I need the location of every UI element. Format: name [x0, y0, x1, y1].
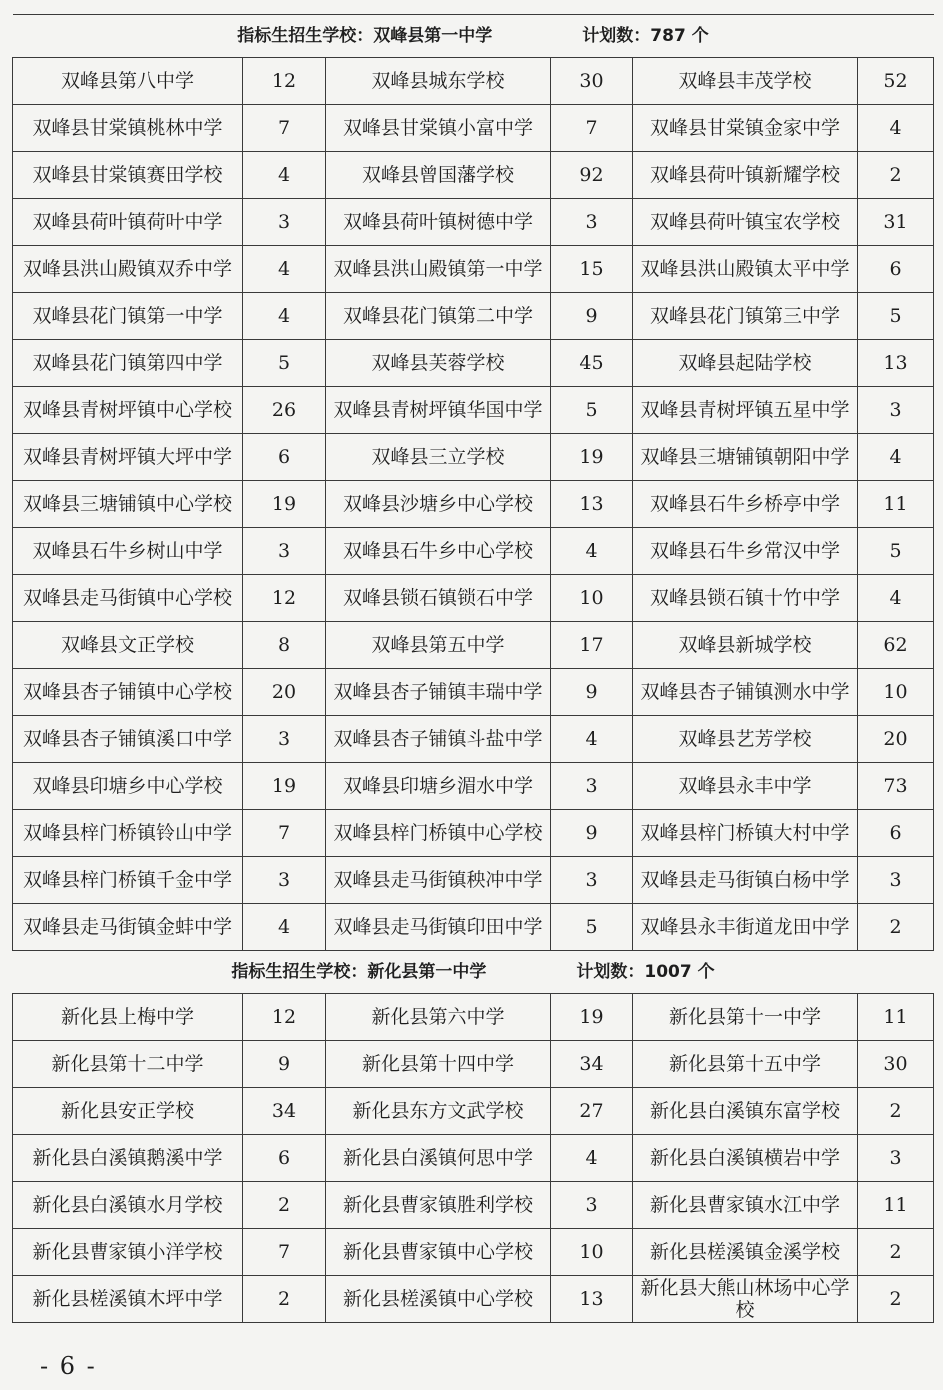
school-name-cell: 双峰县艺芳学校: [633, 716, 858, 763]
table-row: [13, 293, 934, 340]
table-row: [13, 575, 934, 622]
school-name-cell: 双峰县石牛乡桥亭中学: [633, 481, 858, 528]
quota-count-cell: 5: [243, 340, 326, 387]
school-name-cell: 双峰县荷叶镇荷叶中学: [13, 199, 243, 246]
school-name-cell: 双峰县城东学校: [326, 58, 551, 105]
school-name-cell: 双峰县梓门桥镇中心学校: [326, 810, 551, 857]
quota-count-cell: 3: [551, 1182, 633, 1229]
table-row: [13, 1229, 934, 1276]
quota-count-cell: 2: [243, 1276, 326, 1323]
school-name-cell: 双峰县新城学校: [633, 622, 858, 669]
school-name-cell: 双峰县第八中学: [13, 58, 243, 105]
quota-count-cell: 52: [858, 58, 934, 105]
school-name-cell: 新化县白溪镇鹅溪中学: [13, 1135, 243, 1182]
school-name-cell: 双峰县永丰街道龙田中学: [633, 904, 858, 951]
table-row: [13, 481, 934, 528]
school-name-cell: 双峰县杏子铺镇丰瑞中学: [326, 669, 551, 716]
page-number: - 6 -: [40, 1352, 97, 1380]
quota-count-cell: 3: [243, 199, 326, 246]
school-name-cell: 双峰县洪山殿镇双乔中学: [13, 246, 243, 293]
enrolling-school-label: 指标生招生学校：新化县第一中学: [231, 962, 487, 982]
school-name-cell: 新化县槎溪镇木坪中学: [13, 1276, 243, 1323]
quota-count-cell: 2: [858, 1229, 934, 1276]
quota-count-cell: 34: [243, 1088, 326, 1135]
school-name-cell: 双峰县石牛乡中心学校: [326, 528, 551, 575]
table-row: [13, 58, 934, 105]
school-name-cell: 双峰县荷叶镇新耀学校: [633, 152, 858, 199]
school-name-cell: 双峰县青树坪镇华国中学: [326, 387, 551, 434]
school-name-cell: 双峰县锁石镇锁石中学: [326, 575, 551, 622]
quota-count-cell: 20: [243, 669, 326, 716]
school-name-cell: 新化县第六中学: [326, 994, 551, 1041]
allocation-table-body: [13, 15, 934, 1323]
section-header: [13, 951, 934, 994]
quota-count-cell: 5: [551, 904, 633, 951]
quota-count-cell: 11: [858, 481, 934, 528]
table-row: [13, 763, 934, 810]
quota-count-cell: 4: [551, 716, 633, 763]
quota-count-cell: 19: [551, 434, 633, 481]
quota-count-cell: 4: [243, 293, 326, 340]
school-name-cell: 双峰县印塘乡中心学校: [13, 763, 243, 810]
school-name-cell: 双峰县甘棠镇桃林中学: [13, 105, 243, 152]
school-name-cell: 双峰县荷叶镇宝农学校: [633, 199, 858, 246]
quota-count-cell: 3: [551, 199, 633, 246]
quota-count-cell: 3: [858, 1135, 934, 1182]
school-name-cell: 双峰县芙蓉学校: [326, 340, 551, 387]
quota-count-cell: 7: [243, 810, 326, 857]
school-name-cell: 双峰县花门镇第一中学: [13, 293, 243, 340]
school-name-cell: 双峰县印塘乡湄水中学: [326, 763, 551, 810]
school-name-cell: 双峰县花门镇第四中学: [13, 340, 243, 387]
school-name-cell: 双峰县青树坪镇中心学校: [13, 387, 243, 434]
quota-count-cell: 45: [551, 340, 633, 387]
quota-count-cell: 4: [551, 1135, 633, 1182]
school-name-cell: 新化县曹家镇胜利学校: [326, 1182, 551, 1229]
school-name-cell: 双峰县花门镇第三中学: [633, 293, 858, 340]
quota-count-cell: 19: [243, 481, 326, 528]
school-name-cell: 新化县第十二中学: [13, 1041, 243, 1088]
school-name-cell: 双峰县梓门桥镇铃山中学: [13, 810, 243, 857]
quota-count-cell: 17: [551, 622, 633, 669]
school-name-cell: 双峰县三塘铺镇朝阳中学: [633, 434, 858, 481]
enrolling-school-label: 指标生招生学校：双峰县第一中学: [237, 26, 493, 46]
quota-count-cell: 30: [551, 58, 633, 105]
school-name-cell: 双峰县永丰中学: [633, 763, 858, 810]
table-row: [13, 1041, 934, 1088]
table-row: [13, 434, 934, 481]
quota-count-cell: 4: [243, 246, 326, 293]
quota-count-cell: 7: [243, 105, 326, 152]
quota-count-cell: 4: [551, 528, 633, 575]
school-name-cell: 新化县槎溪镇中心学校: [326, 1276, 551, 1323]
school-name-cell: 双峰县洪山殿镇第一中学: [326, 246, 551, 293]
quota-count-cell: 62: [858, 622, 934, 669]
table-row: [13, 340, 934, 387]
school-name-cell: 双峰县第五中学: [326, 622, 551, 669]
table-row: [13, 152, 934, 199]
table-row: [13, 810, 934, 857]
school-name-cell: 双峰县杏子铺镇测水中学: [633, 669, 858, 716]
table-row: [13, 246, 934, 293]
quota-count-cell: 5: [858, 528, 934, 575]
school-name-cell: 双峰县三塘铺镇中心学校: [13, 481, 243, 528]
school-name-cell: 新化县曹家镇水江中学: [633, 1182, 858, 1229]
school-name-cell: 双峰县文正学校: [13, 622, 243, 669]
school-name-cell: 新化县白溪镇何思中学: [326, 1135, 551, 1182]
quota-count-cell: 4: [858, 105, 934, 152]
school-name-cell: 双峰县三立学校: [326, 434, 551, 481]
school-name-cell: 双峰县杏子铺镇斗盐中学: [326, 716, 551, 763]
school-name-cell: 新化县上梅中学: [13, 994, 243, 1041]
school-name-cell: 双峰县青树坪镇五星中学: [633, 387, 858, 434]
school-name-cell: 双峰县甘棠镇赛田学校: [13, 152, 243, 199]
school-name-cell: 双峰县走马街镇秧冲中学: [326, 857, 551, 904]
quota-count-cell: 4: [858, 434, 934, 481]
table-row: [13, 1182, 934, 1229]
school-name-cell: 双峰县洪山殿镇太平中学: [633, 246, 858, 293]
school-name-cell: 新化县第十一中学: [633, 994, 858, 1041]
quota-count-cell: 3: [243, 716, 326, 763]
quota-count-cell: 13: [858, 340, 934, 387]
table-row: [13, 199, 934, 246]
school-name-cell: 新化县曹家镇小洋学校: [13, 1229, 243, 1276]
quota-count-cell: 6: [858, 810, 934, 857]
quota-count-cell: 10: [858, 669, 934, 716]
school-name-cell: 双峰县甘棠镇金家中学: [633, 105, 858, 152]
table-row: [13, 716, 934, 763]
quota-count-cell: 12: [243, 58, 326, 105]
quota-count-cell: 11: [858, 994, 934, 1041]
plan-count-label: 计划数：1007 个: [576, 962, 715, 982]
quota-count-cell: 2: [858, 1088, 934, 1135]
school-name-cell: 双峰县杏子铺镇溪口中学: [13, 716, 243, 763]
school-name-cell: 双峰县杏子铺镇中心学校: [13, 669, 243, 716]
quota-count-cell: 10: [551, 575, 633, 622]
quota-count-cell: 8: [243, 622, 326, 669]
quota-count-cell: 26: [243, 387, 326, 434]
quota-count-cell: 7: [551, 105, 633, 152]
school-name-cell: 双峰县石牛乡常汉中学: [633, 528, 858, 575]
quota-count-cell: 12: [243, 575, 326, 622]
school-name-cell: 双峰县起陆学校: [633, 340, 858, 387]
quota-count-cell: 9: [243, 1041, 326, 1088]
quota-count-cell: 3: [243, 857, 326, 904]
school-name-cell: 双峰县梓门桥镇大村中学: [633, 810, 858, 857]
school-name-cell: 新化县第十五中学: [633, 1041, 858, 1088]
section-header-row: [13, 951, 934, 994]
quota-count-cell: 3: [858, 387, 934, 434]
school-name-cell: 双峰县青树坪镇大坪中学: [13, 434, 243, 481]
table-row: [13, 669, 934, 716]
quota-count-cell: 6: [243, 1135, 326, 1182]
table-row: [13, 994, 934, 1041]
table-row: [13, 105, 934, 152]
table-row: [13, 904, 934, 951]
quota-count-cell: 9: [551, 810, 633, 857]
school-name-cell: 新化县东方文武学校: [326, 1088, 551, 1135]
quota-count-cell: 4: [858, 575, 934, 622]
table-row: [13, 622, 934, 669]
school-name-cell: 双峰县走马街镇金蚌中学: [13, 904, 243, 951]
school-name-cell: 双峰县走马街镇中心学校: [13, 575, 243, 622]
quota-count-cell: 11: [858, 1182, 934, 1229]
school-name-cell: 双峰县花门镇第二中学: [326, 293, 551, 340]
table-row: [13, 1135, 934, 1182]
quota-count-cell: 34: [551, 1041, 633, 1088]
quota-count-cell: 15: [551, 246, 633, 293]
table-row: [13, 857, 934, 904]
quota-count-cell: 31: [858, 199, 934, 246]
quota-count-cell: 3: [551, 857, 633, 904]
table-row: [13, 1088, 934, 1135]
school-name-cell: 双峰县甘棠镇小富中学: [326, 105, 551, 152]
school-name-cell: 双峰县丰茂学校: [633, 58, 858, 105]
school-name-cell: 双峰县锁石镇十竹中学: [633, 575, 858, 622]
quota-count-cell: 2: [243, 1182, 326, 1229]
quota-count-cell: 2: [858, 904, 934, 951]
quota-count-cell: 9: [551, 669, 633, 716]
table-row: [13, 528, 934, 575]
section-header-row: [13, 15, 934, 58]
quota-count-cell: 92: [551, 152, 633, 199]
school-name-cell: 双峰县沙塘乡中心学校: [326, 481, 551, 528]
quota-count-cell: 13: [551, 1276, 633, 1323]
school-name-cell: 双峰县石牛乡树山中学: [13, 528, 243, 575]
quota-count-cell: 73: [858, 763, 934, 810]
school-name-cell: 新化县白溪镇横岩中学: [633, 1135, 858, 1182]
school-name-cell: 新化县白溪镇水月学校: [13, 1182, 243, 1229]
quota-count-cell: 5: [858, 293, 934, 340]
quota-count-cell: 6: [858, 246, 934, 293]
table-row: [13, 1276, 934, 1323]
section-header: [13, 15, 934, 58]
quota-count-cell: 30: [858, 1041, 934, 1088]
quota-count-cell: 7: [243, 1229, 326, 1276]
school-name-cell: 双峰县走马街镇印田中学: [326, 904, 551, 951]
school-name-cell: 新化县槎溪镇金溪学校: [633, 1229, 858, 1276]
quota-count-cell: 6: [243, 434, 326, 481]
quota-count-cell: 3: [243, 528, 326, 575]
school-name-cell: 双峰县梓门桥镇千金中学: [13, 857, 243, 904]
quota-count-cell: 9: [551, 293, 633, 340]
allocation-table: [12, 14, 934, 1323]
quota-count-cell: 10: [551, 1229, 633, 1276]
school-name-cell: 双峰县荷叶镇树德中学: [326, 199, 551, 246]
table-row: [13, 387, 934, 434]
school-name-cell: 新化县大熊山林场中心学校: [633, 1276, 858, 1323]
allocation-sheet: [12, 14, 933, 1323]
school-name-cell: 新化县白溪镇东富学校: [633, 1088, 858, 1135]
school-name-cell: 新化县第十四中学: [326, 1041, 551, 1088]
quota-count-cell: 3: [551, 763, 633, 810]
quota-count-cell: 4: [243, 904, 326, 951]
plan-count-label: 计划数：787 个: [582, 26, 709, 46]
school-name-cell: 新化县安正学校: [13, 1088, 243, 1135]
quota-count-cell: 19: [551, 994, 633, 1041]
quota-count-cell: 3: [858, 857, 934, 904]
quota-count-cell: 12: [243, 994, 326, 1041]
school-name-cell: 双峰县走马街镇白杨中学: [633, 857, 858, 904]
quota-count-cell: 19: [243, 763, 326, 810]
school-name-cell: 双峰县曾国藩学校: [326, 152, 551, 199]
quota-count-cell: 20: [858, 716, 934, 763]
quota-count-cell: 4: [243, 152, 326, 199]
quota-count-cell: 2: [858, 152, 934, 199]
quota-count-cell: 5: [551, 387, 633, 434]
quota-count-cell: 13: [551, 481, 633, 528]
quota-count-cell: 27: [551, 1088, 633, 1135]
quota-count-cell: 2: [858, 1276, 934, 1323]
school-name-cell: 新化县曹家镇中心学校: [326, 1229, 551, 1276]
